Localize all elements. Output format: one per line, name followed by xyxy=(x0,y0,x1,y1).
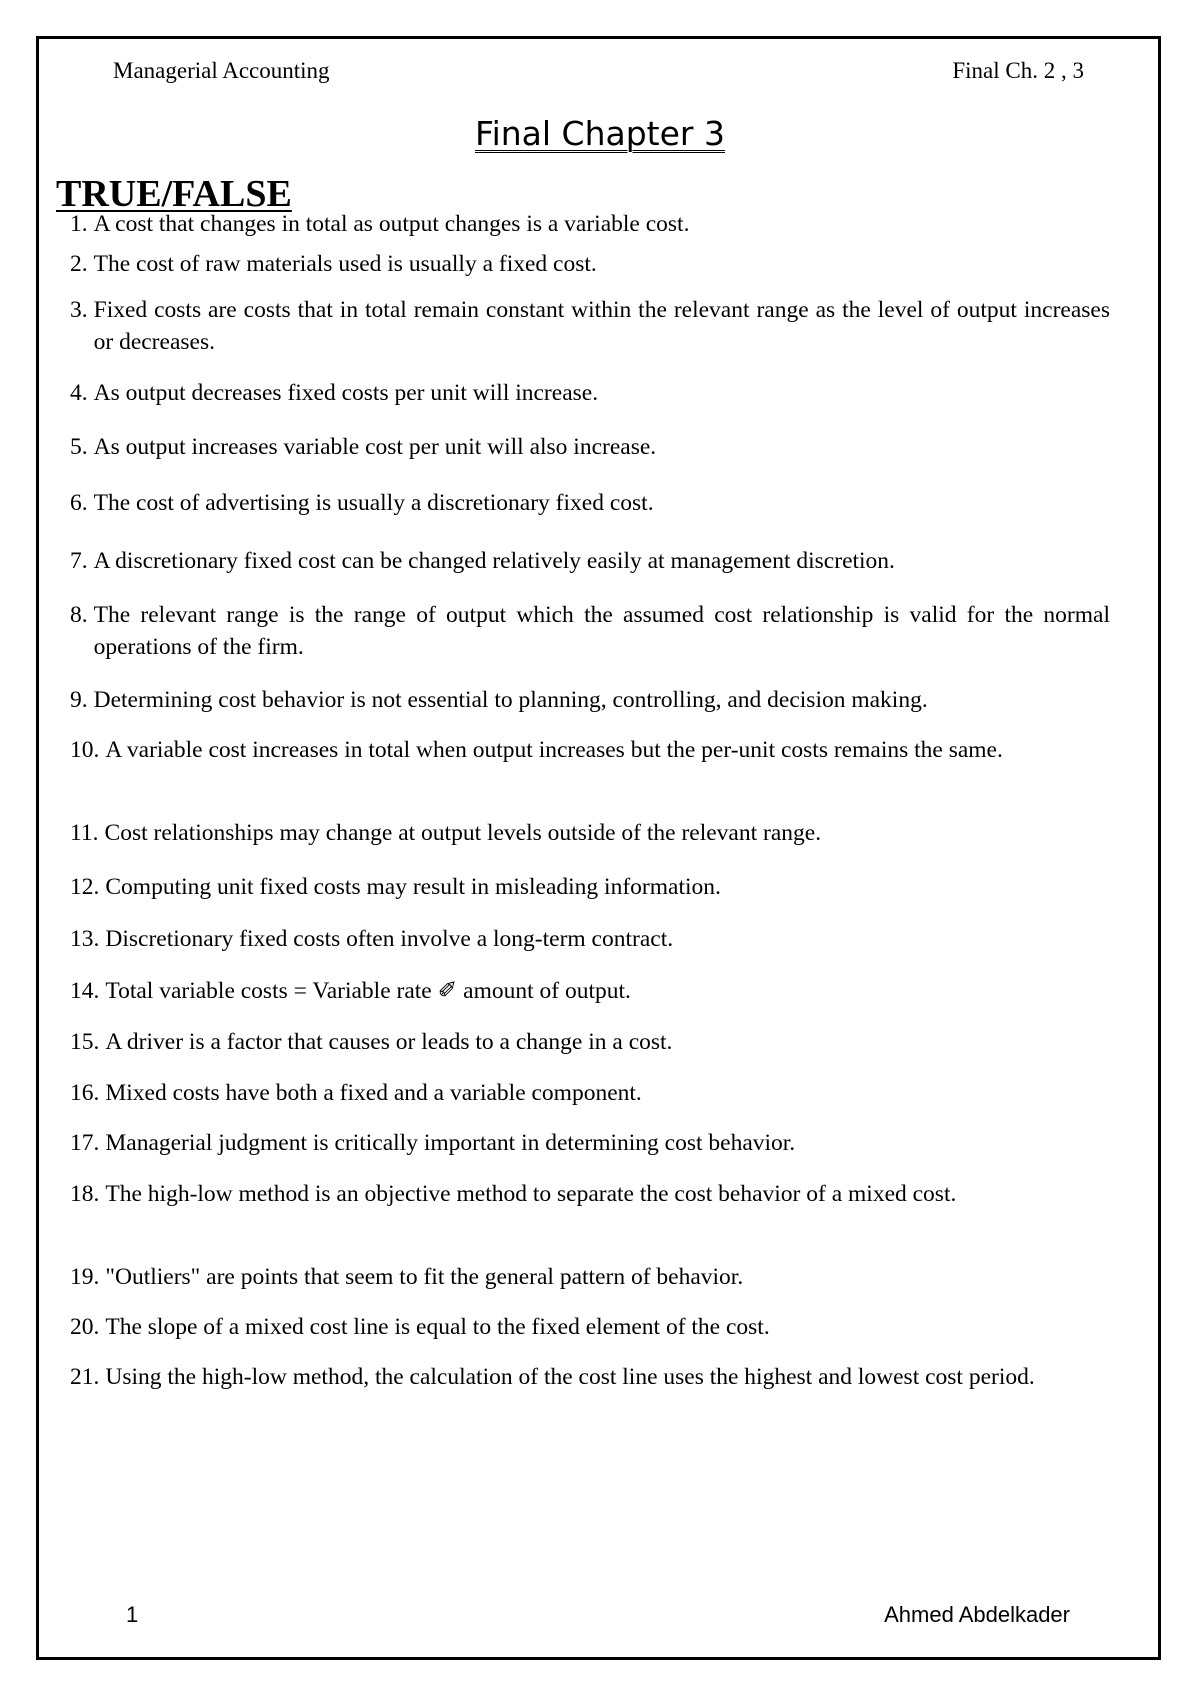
question-number: 18. xyxy=(70,1181,100,1207)
question-number: 1. xyxy=(70,211,88,237)
footer-page-number: 1 xyxy=(126,1602,139,1627)
question-item xyxy=(70,734,1110,766)
question-item xyxy=(70,1127,1110,1159)
question-number: 6. xyxy=(70,490,88,516)
question-item xyxy=(70,248,1110,280)
question-number: 17. xyxy=(70,1130,100,1156)
question-text: Total variable costs = Variable rate ✐ amount of output. xyxy=(105,978,631,1004)
question-number: 15. xyxy=(70,1029,100,1055)
question-number: 13. xyxy=(70,926,100,952)
question-text: Using the high-low method, the calculation of the cost line uses the highest and lowest cost period. xyxy=(105,1364,1035,1390)
question-number: 4. xyxy=(70,380,88,406)
question-item xyxy=(70,545,1110,577)
question-item xyxy=(70,377,1110,409)
question-text: Fixed costs are costs that in total remain constant within the relevant range as the level of output increases or decreases. xyxy=(93,297,1110,355)
question-number: 11. xyxy=(70,820,99,846)
question-text: The cost of advertising is usually a discretionary fixed cost. xyxy=(93,490,654,516)
question-item xyxy=(70,975,1110,1007)
question-item xyxy=(70,431,1110,463)
question-text: As output increases variable cost per unit will also increase. xyxy=(93,434,657,460)
question-number: 5. xyxy=(70,434,88,460)
question-number: 14. xyxy=(70,978,100,1004)
question-text: Managerial judgment is critically important in determining cost behavior. xyxy=(105,1130,796,1156)
header-course: Managerial Accounting xyxy=(113,58,330,83)
question-number: 12. xyxy=(70,874,100,900)
question-item xyxy=(70,923,1110,955)
question-item xyxy=(70,208,1110,240)
footer-author: Ahmed Abdelkader xyxy=(884,1602,1070,1627)
question-item xyxy=(70,684,1110,716)
question-text: The relevant range is the range of output which the assumed cost relationship is valid for the normal operations of the firm. xyxy=(93,602,1110,660)
question-number: 20. xyxy=(70,1314,100,1340)
question-item xyxy=(70,1361,1110,1393)
question-text: Mixed costs have both a fixed and a variable component. xyxy=(105,1080,642,1106)
question-number: 8. xyxy=(70,602,88,628)
question-text: A discretionary fixed cost can be changed relatively easily at management discretion. xyxy=(93,548,895,574)
question-item xyxy=(70,599,1110,663)
question-number: 19. xyxy=(70,1264,100,1290)
question-item xyxy=(70,1261,1110,1293)
question-item xyxy=(70,1178,1110,1210)
question-item xyxy=(70,487,1110,519)
question-item xyxy=(70,1311,1110,1343)
question-text: Cost relationships may change at output levels outside of the relevant range. xyxy=(104,820,822,846)
question-text: Computing unit fixed costs may result in misleading information. xyxy=(105,874,721,900)
question-number: 3. xyxy=(70,297,88,323)
question-item xyxy=(70,817,1110,849)
question-text: A variable cost increases in total when output increases but the per-unit costs remains the same. xyxy=(105,737,1003,763)
question-text: The slope of a mixed cost line is equal to the fixed element of the cost. xyxy=(105,1314,770,1340)
question-number: 2. xyxy=(70,251,88,277)
question-number: 21. xyxy=(70,1364,100,1390)
question-text: Discretionary fixed costs often involve a long-term contract. xyxy=(105,926,674,952)
question-item xyxy=(70,871,1110,903)
header-chapter-ref: Final Ch. 2 , 3 xyxy=(952,58,1084,83)
question-text: The high-low method is an objective method to separate the cost behavior of a mixed cost. xyxy=(105,1181,957,1207)
question-number: 16. xyxy=(70,1080,100,1106)
question-item xyxy=(70,1026,1110,1058)
page-title-text: Final Chapter 3 xyxy=(475,114,725,153)
section-heading: TRUE/FALSE xyxy=(56,173,292,215)
question-item xyxy=(70,294,1110,358)
question-text: The cost of raw materials used is usually a fixed cost. xyxy=(93,251,597,277)
question-text: A cost that changes in total as output changes is a variable cost. xyxy=(93,211,690,237)
page-title xyxy=(0,114,1200,153)
question-number: 7. xyxy=(70,548,88,574)
question-number: 10. xyxy=(70,737,100,763)
question-number: 9. xyxy=(70,687,88,713)
question-text: Determining cost behavior is not essential to planning, controlling, and decision making. xyxy=(93,687,928,713)
question-text: As output decreases fixed costs per unit will increase. xyxy=(93,380,599,406)
question-item xyxy=(70,1077,1110,1109)
question-text: "Outliers" are points that seem to fit the general pattern of behavior. xyxy=(105,1264,744,1290)
question-text: A driver is a factor that causes or leads to a change in a cost. xyxy=(105,1029,673,1055)
